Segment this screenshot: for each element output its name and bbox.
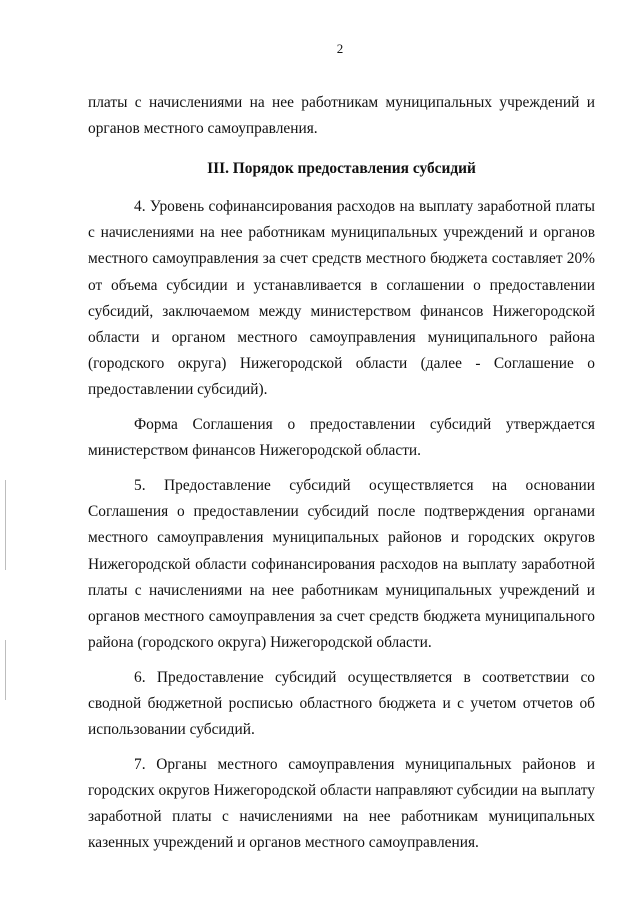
text-line: области и органом местного самоуправления муниципального района [88, 328, 595, 346]
text-line: района (городского округа) Нижегородской области. [88, 633, 432, 651]
text-line: Нижегородской области софинансирования расходов на выплату заработной [88, 555, 595, 573]
text-line: органов местного самоуправления. [88, 120, 318, 138]
section-heading: III. Порядок предоставления субсидий [207, 160, 476, 178]
text-line: местного самоуправления за счет средств местного бюджета составляет 20% [88, 250, 595, 268]
paragraph-5 [88, 473, 595, 656]
text-line: 7. Органы местного самоуправления муниципальных районов и [134, 756, 595, 774]
document-body [88, 90, 595, 857]
text-line: платы с начислениями на нее работникам муниципальных учреждений и [88, 581, 595, 599]
text-line: городских округов Нижегородской области направляют субсидии на выплату [88, 782, 595, 800]
paragraph-6 [88, 665, 595, 743]
text-line: 6. Предоставление субсидий осуществляется в соответствии со [134, 668, 595, 686]
intro-paragraph [88, 90, 595, 142]
text-line: субсидий, заключаемом между министерством финансов Нижегородской [88, 302, 595, 320]
scan-edge-mark [5, 640, 6, 700]
text-line: органов местного самоуправления за счет средств бюджета муниципального [88, 607, 595, 625]
text-line: министерством финансов Нижегородской области. [88, 442, 422, 460]
text-line: предоставлении субсидий). [88, 380, 268, 398]
text-line: 4. Уровень софинансирования расходов на выплату заработной платы [134, 198, 595, 216]
text-line: казенных учреждений и органов местного самоуправления. [88, 834, 479, 852]
text-line: от объема субсидии и устанавливается в соглашении о предоставлении [88, 276, 595, 294]
text-line: заработной платы с начислениями на нее работникам муниципальных [88, 808, 595, 826]
text-line: местного самоуправления муниципальных районов и городских округов [88, 529, 595, 547]
paragraph-form [88, 412, 595, 464]
text-line: Форма Соглашения о предоставлении субсидий утверждается [134, 416, 595, 434]
page-number: 2 [336, 41, 344, 56]
text-line: 5. Предоставление субсидий осуществляется на основании [134, 477, 595, 495]
paragraph-4 [88, 194, 595, 403]
text-line: платы с начислениями на нее работникам муниципальных учреждений и [88, 94, 595, 111]
text-line: использовании субсидий. [88, 721, 255, 739]
text-line: с начислениями на нее работникам муниципальных учреждений и органов [88, 224, 595, 242]
text-line: сводной бюджетной росписью областного бюджета и с учетом отчетов об [88, 694, 595, 712]
paragraph-7 [88, 752, 595, 856]
text-line: Соглашения о предоставлении субсидий после подтверждения органами [88, 503, 595, 521]
text-line: (городского округа) Нижегородской области (далее - Соглашение о [88, 354, 595, 372]
scan-edge-mark [5, 480, 6, 570]
